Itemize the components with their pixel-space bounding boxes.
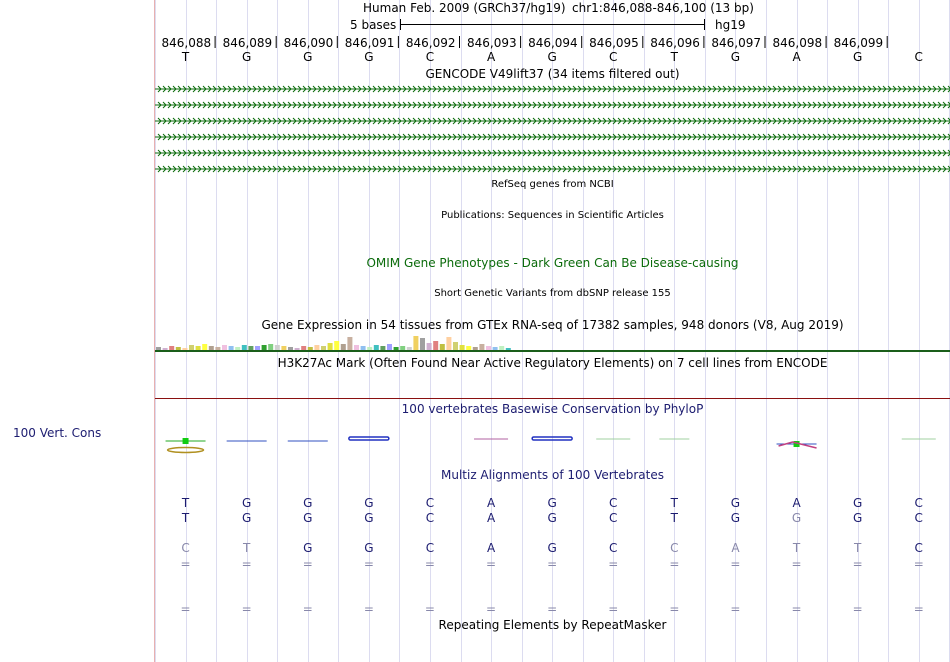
alignment-base: = <box>241 602 252 616</box>
ruler-base: G <box>241 50 252 64</box>
alignment-base: = <box>363 557 374 571</box>
alignment-base: C <box>670 541 679 555</box>
ruler-coordinate: 846,089 <box>222 36 273 50</box>
gtex-tissue-bar <box>420 338 425 350</box>
gtex-tissue-bar <box>321 346 326 350</box>
track-title-dbsnp: Short Genetic Variants from dbSNP release 155 <box>434 288 671 299</box>
ruler-base: G <box>852 50 863 64</box>
alignment-base: G <box>547 496 557 510</box>
gtex-tissue-bar <box>281 346 286 350</box>
alignment-base: G <box>364 496 374 510</box>
alignment-base: G <box>303 496 313 510</box>
gtex-tissue-bar <box>301 346 306 350</box>
gtex-tissue-bar <box>367 347 372 350</box>
alignment-base: T <box>181 496 190 510</box>
gtex-tissue-bar <box>374 345 379 350</box>
gtex-tissue-bar <box>506 348 511 350</box>
gtex-tissue-bar <box>473 347 478 350</box>
ruler-coordinate: 846,094 <box>528 36 578 50</box>
gtex-tissue-bar <box>255 346 260 350</box>
alignment-base: A <box>486 496 496 510</box>
ruler-coordinate: 846,090 <box>283 36 334 50</box>
ruler-base: G <box>364 50 374 64</box>
alignment-base: A <box>486 541 496 555</box>
gtex-tissue-bar <box>433 341 438 350</box>
gtex-tissue-bar <box>361 346 366 350</box>
alignment-base: G <box>364 541 374 555</box>
gtex-tissue-bar <box>413 336 418 350</box>
gtex-tissue-bar <box>407 347 412 350</box>
ruler-base: G <box>730 50 741 64</box>
gtex-tissue-bar <box>215 347 220 350</box>
gtex-tissue-bar <box>169 346 174 350</box>
alignment-base: G <box>364 511 374 525</box>
alignment-base: = <box>608 602 619 616</box>
label-100-vert-cons[interactable]: 100 Vert. Cons <box>13 426 102 440</box>
scale-label: 5 bases <box>350 18 397 32</box>
alignment-base: T <box>670 496 679 510</box>
gtex-tissue-bar <box>196 346 201 350</box>
alignment-base: T <box>181 511 190 525</box>
track-title-gtex: Gene Expression in 54 tissues from GTEx RNA-seq of 17382 samples, 948 donors (V8, Aug 2019) <box>261 318 844 332</box>
alignment-base: = <box>180 602 191 616</box>
gencode-gene-track[interactable] <box>155 81 950 177</box>
gtex-tissue-bar <box>341 344 346 350</box>
alignment-base: = <box>669 557 680 571</box>
alignment-base: = <box>547 602 558 616</box>
alignment-base: C <box>425 511 435 525</box>
alignment-base: = <box>486 602 497 616</box>
gtex-tissue-bar <box>156 347 161 350</box>
ruler-base: A <box>486 50 496 64</box>
gtex-tissue-bar <box>229 346 234 350</box>
alignment-base: = <box>424 602 435 616</box>
alignment-base: G <box>730 496 741 510</box>
track-title-omim: OMIM Gene Phenotypes - Dark Green Can Be Disease-causing <box>366 256 739 270</box>
gtex-tissue-bar <box>466 346 471 350</box>
gtex-tissue-bar <box>354 345 359 350</box>
ruler-base: T <box>181 50 190 64</box>
gtex-tissue-bar <box>314 345 319 350</box>
gtex-tissue-bar <box>486 346 491 350</box>
gtex-tissue-bar <box>499 346 504 350</box>
alignment-base: = <box>730 602 741 616</box>
gtex-tissue-bar <box>328 343 333 350</box>
scale-bar <box>400 19 705 30</box>
gtex-tissue-bar <box>182 348 187 350</box>
gtex-tissue-bar <box>308 347 313 350</box>
track-title-repeatmasker: Repeating Elements by RepeatMasker <box>438 618 667 632</box>
alignment-base: = <box>486 557 497 571</box>
gtex-tissue-bar <box>242 345 247 350</box>
tracks-area[interactable] <box>155 0 950 662</box>
gtex-tissue-bar <box>202 344 207 350</box>
gtex-tissue-bar <box>493 347 498 350</box>
alignment-base: C <box>914 496 923 510</box>
gtex-expression-bars[interactable] <box>155 332 950 354</box>
gtex-tissue-bar <box>275 345 280 350</box>
alignment-base: G <box>547 541 557 555</box>
alignment-base: T <box>853 541 862 555</box>
gtex-tissue-bar <box>288 347 293 350</box>
gtex-tissue-bar <box>479 344 484 350</box>
phylop-score-glyph <box>183 438 189 444</box>
ruler-coordinate: 846,093 <box>466 36 517 50</box>
alignment-base: = <box>791 557 802 571</box>
position-readout: chr1:846,088-846,100 (13 bp) <box>572 1 754 15</box>
alignment-base: A <box>486 511 496 525</box>
alignment-base: G <box>241 511 252 525</box>
alignment-base: G <box>303 541 313 555</box>
gtex-tissue-bar <box>176 347 181 350</box>
alignment-base: = <box>913 602 924 616</box>
alignment-base: T <box>792 541 801 555</box>
gtex-tissue-bar <box>380 346 385 350</box>
ruler-coordinate: 846,092 <box>405 36 456 50</box>
ruler-coordinate: 846,095 <box>589 36 639 50</box>
track-title-phylop: 100 vertebrates Basewise Conservation by PhyloP <box>401 402 704 416</box>
ruler-coordinate: 846,098 <box>772 36 823 50</box>
alignment-base: = <box>852 602 863 616</box>
base-position-ruler <box>155 33 950 65</box>
ruler-base: C <box>914 50 923 64</box>
gtex-tissue-bar <box>235 347 240 350</box>
gtex-tissue-bar <box>189 345 194 350</box>
alignment-base: G <box>730 511 741 525</box>
ruler-base: T <box>670 50 679 64</box>
gtex-tissue-bar <box>347 337 352 350</box>
alignment-base: = <box>363 602 374 616</box>
alignment-base: = <box>241 557 252 571</box>
assembly-title: Human Feb. 2009 (GRCh37/hg19) <box>363 1 566 15</box>
alignment-base: G <box>852 511 863 525</box>
phylop-score-glyph <box>168 448 204 453</box>
alignment-base: G <box>241 496 252 510</box>
alignment-base: C <box>609 541 618 555</box>
gtex-tissue-bar <box>334 341 339 350</box>
ruler-coordinate: 846,088 <box>161 36 212 50</box>
multiz-alignment-grid <box>155 494 950 616</box>
gtex-tissue-bar <box>427 343 432 350</box>
alignment-base: G <box>852 496 863 510</box>
ruler-base: G <box>303 50 313 64</box>
gtex-tissue-bar <box>387 344 392 350</box>
gtex-tissue-bar <box>295 348 300 350</box>
track-title-refseq: RefSeq genes from NCBI <box>491 179 614 190</box>
ruler-coordinate: 846,099 <box>833 36 884 50</box>
gtex-tissue-bar <box>446 337 451 350</box>
gtex-tissue-bar <box>209 346 214 350</box>
phylop-score-glyph <box>532 437 572 440</box>
gtex-tissue-bar <box>394 347 399 350</box>
gtex-tissue-bar <box>268 344 273 350</box>
db-label: hg19 <box>715 18 746 32</box>
gtex-tissue-bar <box>163 348 168 350</box>
ruler-coordinate: 846,096 <box>650 36 700 50</box>
gtex-tissue-bar <box>440 344 445 350</box>
track-labels-panel <box>0 0 155 662</box>
track-title-publications: Publications: Sequences in Scientific Articles <box>441 210 664 221</box>
track-title-gencode: GENCODE V49lift37 (34 items filtered out) <box>425 67 680 81</box>
gtex-tissue-bar <box>222 345 227 350</box>
alignment-base: G <box>547 511 557 525</box>
alignment-base: = <box>547 557 558 571</box>
alignment-base: = <box>302 602 313 616</box>
alignment-base: C <box>425 541 435 555</box>
alignment-base: = <box>852 557 863 571</box>
phylop-conservation-plot[interactable] <box>155 428 950 458</box>
ruler-base: A <box>792 50 801 64</box>
track-title-multiz: Multiz Alignments of 100 Vertebrates <box>440 468 665 482</box>
ruler-base: G <box>547 50 557 64</box>
alignment-base: C <box>914 541 923 555</box>
gtex-tissue-bar <box>248 346 253 350</box>
alignment-base: G <box>303 511 313 525</box>
alignment-base: G <box>791 511 802 525</box>
alignment-base: T <box>242 541 251 555</box>
gtex-tissue-bar <box>400 346 405 350</box>
alignment-base: = <box>424 557 435 571</box>
alignment-base: C <box>609 511 618 525</box>
alignment-base: C <box>181 541 190 555</box>
alignment-base: C <box>425 496 435 510</box>
phylop-score-glyph <box>349 437 389 440</box>
alignment-base: A <box>731 541 740 555</box>
gtex-tissue-bar <box>453 342 458 350</box>
gtex-tissue-bar <box>262 345 267 350</box>
alignment-base: T <box>670 511 679 525</box>
alignment-base: A <box>792 496 801 510</box>
h3k27ac-baseline <box>155 398 950 399</box>
alignment-base: C <box>914 511 923 525</box>
alignment-base: = <box>608 557 619 571</box>
alignment-base: = <box>913 557 924 571</box>
alignment-base: = <box>302 557 313 571</box>
ruler-base: C <box>425 50 435 64</box>
alignment-base: = <box>180 557 191 571</box>
ruler-coordinate: 846,097 <box>711 36 761 50</box>
alignment-base: = <box>791 602 802 616</box>
track-title-h3k27ac: H3K27Ac Mark (Often Found Near Active Regulatory Elements) on 7 cell lines from ENCODE <box>277 356 828 370</box>
alignment-base: C <box>609 496 618 510</box>
alignment-base: = <box>730 557 741 571</box>
gtex-tissue-bar <box>460 345 465 350</box>
ruler-coordinate: 846,091 <box>344 36 395 50</box>
alignment-base: = <box>669 602 680 616</box>
ruler-base: C <box>609 50 618 64</box>
